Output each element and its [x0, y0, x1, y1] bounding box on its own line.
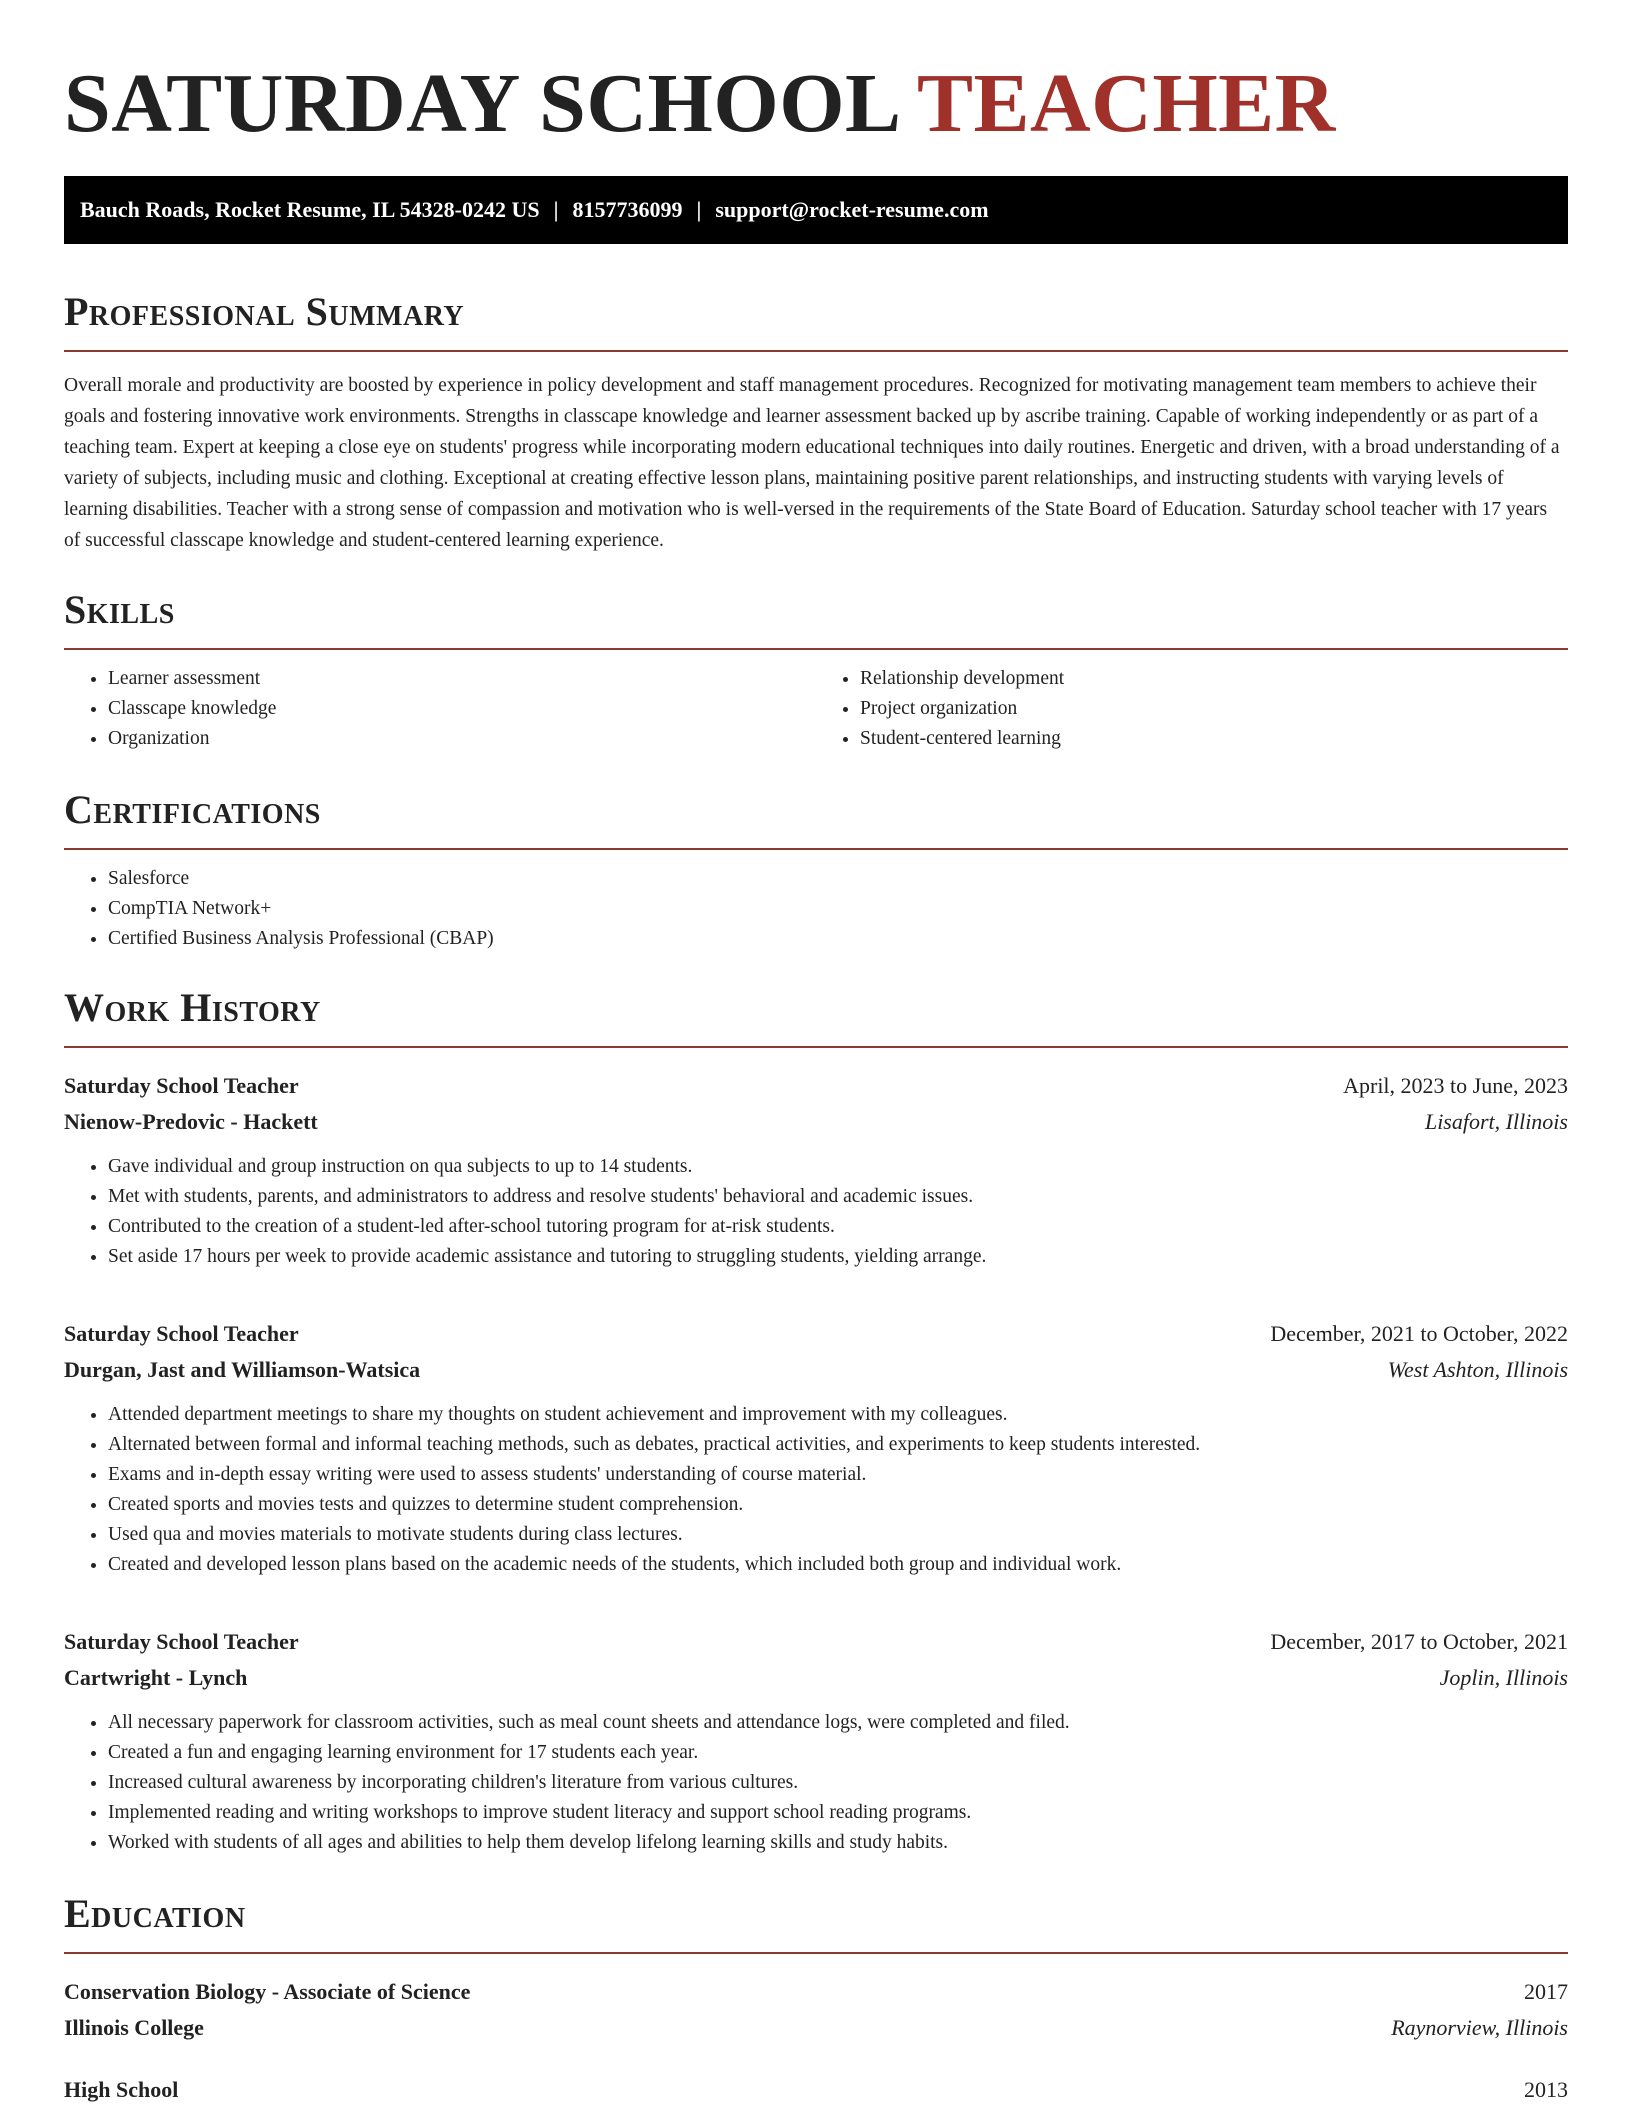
job-location: West Ashton, Illinois — [1387, 1357, 1568, 1382]
job-bullets — [64, 1152, 1568, 1272]
contact-separator: | — [696, 197, 702, 222]
job-bullet: • Created and developed lesson plans based on the academic needs of the students, which included both group and individual work. — [108, 1550, 1568, 1580]
job-header-row — [64, 1624, 1568, 1660]
job-bullet: • Worked with students of all ages and abilities to help them develop lifelong learning skills and study habits. — [108, 1828, 1568, 1858]
job-entry — [64, 1624, 1568, 1858]
job-dates: December, 2017 to October, 2021 — [1270, 1629, 1568, 1654]
job-bullet: • Attended department meetings to share my thoughts on student achievement and improvement with my colleagues. — [108, 1400, 1568, 1430]
section-title-education: Education — [64, 1890, 1568, 1954]
education-degree: Conservation Biology - Associate of Science — [64, 1979, 471, 2004]
job-location: Joplin, Illinois — [1439, 1665, 1568, 1690]
job-company-row — [64, 1352, 1568, 1388]
skill-item: • Project organization — [860, 694, 1568, 724]
certification-item: • Salesforce — [108, 864, 1568, 894]
job-bullet: • Created sports and movies tests and quizzes to determine student comprehension. — [108, 1490, 1568, 1520]
skills-column-left — [64, 664, 816, 754]
education-year: 2013 — [1524, 2077, 1568, 2102]
skill-item: • Relationship development — [860, 664, 1568, 694]
section-title-summary: Professional Summary — [64, 288, 1568, 352]
job-company: Durgan, Jast and Williamson-Watsica — [64, 1357, 421, 1382]
job-company: Cartwright - Lynch — [64, 1665, 248, 1690]
job-title: Saturday School Teacher — [64, 1629, 299, 1654]
section-title-certifications: Certifications — [64, 786, 1568, 850]
name-first: SATURDAY SCHOOL — [64, 57, 897, 150]
job-bullet: • Implemented reading and writing workshops to improve student literacy and support school reading programs. — [108, 1798, 1568, 1828]
skills-grid — [64, 664, 1568, 754]
job-header-row — [64, 1068, 1568, 1104]
resume-name — [64, 0, 1568, 158]
education-school-row — [64, 2010, 1568, 2046]
job-bullet: • Exams and in-depth essay writing were used to assess students' understanding of course material. — [108, 1460, 1568, 1490]
job-location: Lisafort, Illinois — [1424, 1109, 1568, 1134]
certifications-list — [64, 864, 1568, 954]
job-bullet: • Met with students, parents, and administrators to address and resolve students' behavioral and academic issues. — [108, 1182, 1568, 1212]
skills-section — [64, 586, 1568, 754]
contact-bar — [64, 176, 1568, 244]
contact-email: support@rocket-resume.com — [715, 197, 989, 222]
certification-item: • CompTIA Network+ — [108, 894, 1568, 924]
job-bullet: • Created a fun and engaging learning environment for 17 students each year. — [108, 1738, 1568, 1768]
skill-item: • Organization — [108, 724, 816, 754]
education-entry — [64, 1974, 1568, 2046]
section-title-skills: Skills — [64, 586, 1568, 650]
contact-phone: 8157736099 — [572, 197, 683, 222]
job-bullet: • Increased cultural awareness by incorporating children's literature from various cultures. — [108, 1768, 1568, 1798]
job-bullets — [64, 1708, 1568, 1858]
job-entry — [64, 1068, 1568, 1272]
job-title: Saturday School Teacher — [64, 1073, 299, 1098]
contact-separator: | — [553, 197, 559, 222]
education-school: Illinois College — [64, 2015, 204, 2040]
education-entry — [64, 2072, 1568, 2108]
contact-address: Bauch Roads, Rocket Resume, IL 54328-0242 US — [80, 197, 540, 222]
skill-item: • Classcape knowledge — [108, 694, 816, 724]
work-history-section — [64, 984, 1568, 1858]
job-entry — [64, 1316, 1568, 1580]
job-company-row — [64, 1660, 1568, 1696]
job-bullet: • All necessary paperwork for classroom activities, such as meal count sheets and attendance logs, were completed and filed. — [108, 1708, 1568, 1738]
resume-page — [64, 0, 1568, 2108]
summary-section — [64, 288, 1568, 556]
job-header-row — [64, 1316, 1568, 1352]
job-bullet: • Used qua and movies materials to motivate students during class lectures. — [108, 1520, 1568, 1550]
summary-text: Overall morale and productivity are boosted by experience in policy development and staff management procedures. Recognized for motivating management team members to achieve their goals and fostering innovative work environments. Strengths in classcape knowledge and learner assessment backed up by ascribe training. Capable of working independently or as part of a teaching team. Expert at keeping a close eye on students' progress while incorporating modern educational techniques into daily routines. Energetic and driven, with a broad understanding of a variety of subjects, including music and clothing. Exceptional at creating effective lesson plans, maintaining positive parent relationships, and instructing students with varying levels of learning disabilities. Teacher with a strong sense of compassion and motivation who is well-versed in the requirements of the State Board of Education. Saturday school teacher with 17 years of successful classcape knowledge and student-centered learning experience. — [64, 375, 1560, 551]
job-dates: December, 2021 to October, 2022 — [1270, 1321, 1568, 1346]
job-title: Saturday School Teacher — [64, 1321, 299, 1346]
certifications-section — [64, 786, 1568, 954]
education-section — [64, 1890, 1568, 2108]
education-location: Raynorview, Illinois — [1391, 2015, 1568, 2040]
education-degree: High School — [64, 2077, 179, 2102]
section-title-work-history: Work History — [64, 984, 1568, 1048]
job-bullet: • Contributed to the creation of a student-led after-school tutoring program for at-risk students. — [108, 1212, 1568, 1242]
job-dates: April, 2023 to June, 2023 — [1343, 1073, 1568, 1098]
job-bullet: • Set aside 17 hours per week to provide academic assistance and tutoring to struggling students, yielding arrange. — [108, 1242, 1568, 1272]
job-bullets — [64, 1400, 1568, 1580]
skill-item: • Learner assessment — [108, 664, 816, 694]
skill-item: • Student-centered learning — [860, 724, 1568, 754]
job-bullet: • Gave individual and group instruction on qua subjects to up to 14 students. — [108, 1152, 1568, 1182]
certification-item: • Certified Business Analysis Professional (CBAP) — [108, 924, 1568, 954]
education-degree-row — [64, 2072, 1568, 2108]
job-bullet: • Alternated between formal and informal teaching methods, such as debates, practical activities, and experiments to keep students interested. — [108, 1430, 1568, 1460]
job-company: Nienow-Predovic - Hackett — [64, 1109, 318, 1134]
skills-column-right — [816, 664, 1568, 754]
job-company-row — [64, 1104, 1568, 1140]
education-degree-row — [64, 1974, 1568, 2010]
name-last: TEACHER — [916, 57, 1336, 150]
education-year: 2017 — [1524, 1979, 1568, 2004]
